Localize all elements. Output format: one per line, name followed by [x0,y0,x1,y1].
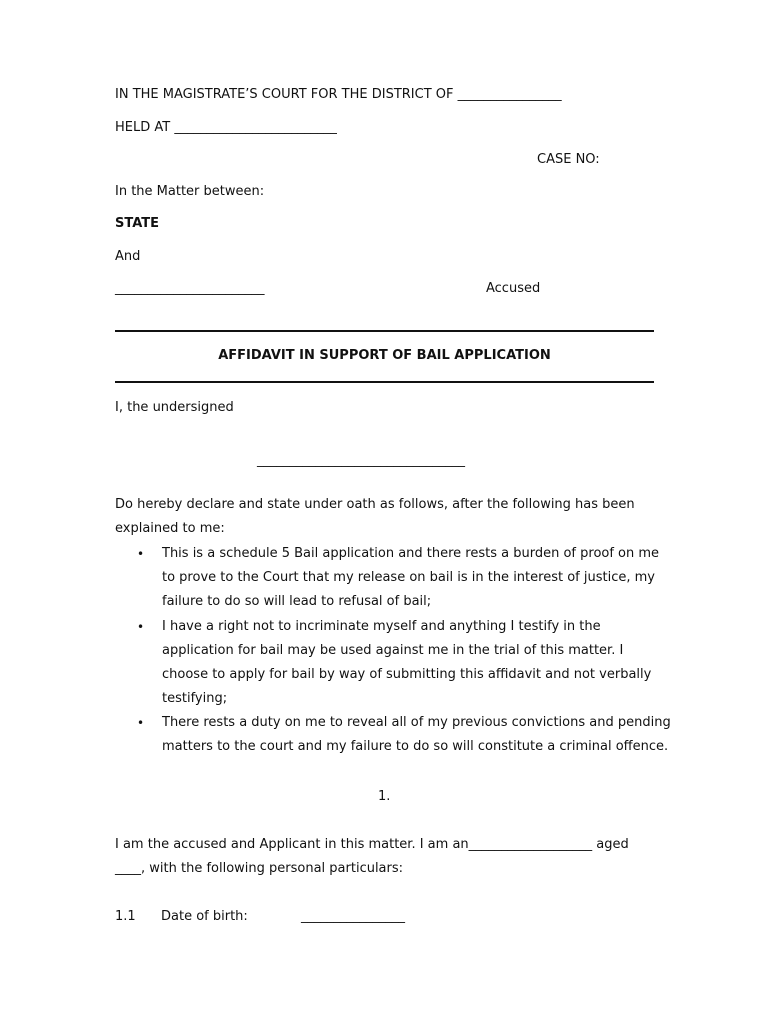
bullet-2-line-1: I have a right not to incriminate myself and anything I testify in the [162,619,601,634]
applicant-paragraph-line-2: ____, with the following personal particulars: [115,861,404,876]
bullet-3-line-1: There rests a duty on me to reveal all of my previous convictions and pending [162,715,671,730]
bullet-icon: • [137,716,145,730]
bullet-3-line-2: matters to the court and my failure to do so will constitute a criminal offence. [162,739,669,754]
case-number-label: CASE NO: [537,152,600,167]
date-of-birth-label: Date of birth: [161,909,248,924]
accused-name-blank: _______________________ [115,281,265,296]
title-top-rule [115,330,654,332]
title-bottom-rule [115,381,654,383]
bullet-icon: • [137,547,145,561]
accused-label: Accused [486,281,541,296]
document-title: AFFIDAVIT IN SUPPORT OF BAIL APPLICATION [218,348,551,363]
undersigned-text: I, the undersigned [115,400,234,415]
declaration-line-2: explained to me: [115,521,225,536]
bullet-icon: • [137,620,145,634]
state-party: STATE [115,216,160,231]
bullet-1-line-1: This is a schedule 5 Bail application and there rests a burden of proof on me [162,546,660,561]
bullet-1-line-3: failure to do so will lead to refusal of bail; [162,594,432,609]
bullet-2-line-4: testifying; [162,691,228,706]
and-text: And [115,249,141,264]
bullet-2-line-2: application for bail may be used against me in the trial of this matter. I [162,643,624,658]
court-heading: IN THE MAGISTRATE’S COURT FOR THE DISTRICT OF ________________ [115,87,562,102]
section-number: 1. [378,789,391,804]
item-number: 1.1 [115,909,136,924]
bullet-2-line-3: choose to apply for bail by way of submitting this affidavit and not verbally [162,667,652,682]
deponent-name-blank: ________________________________ [257,453,465,468]
date-of-birth-blank: ________________ [301,909,405,924]
declaration-line-1: Do hereby declare and state under oath as follows, after the following has been [115,497,635,512]
matter-between-text: In the Matter between: [115,184,265,199]
bullet-1-line-2: to prove to the Court that my release on bail is in the interest of justice, my [162,570,655,585]
applicant-paragraph-line-1: I am the accused and Applicant in this matter. I am an___________________ aged [115,837,629,852]
held-at-line: HELD AT _________________________ [115,120,337,135]
